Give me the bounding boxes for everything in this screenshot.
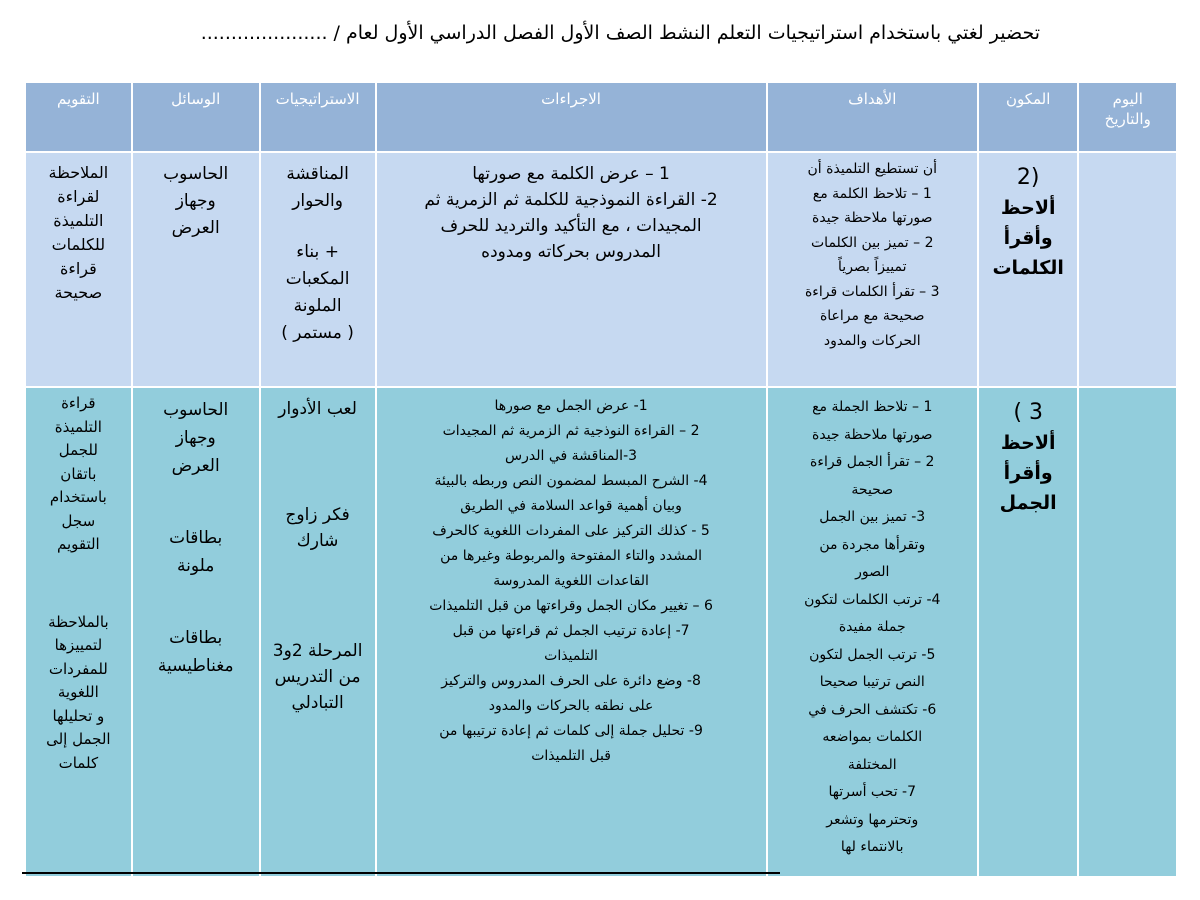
procedures-cell: 1 – عرض الكلمة مع صورتها 2- القراءة النموذجية للكلمة ثم الزمرية ثم المجيدات ، مع التأكيد والترديد للحرف المدروس بحركاته ومدوده	[376, 152, 767, 387]
strategies-cell: لعب الأدوار فكر زاوج شارك المرحلة 2و3 من التدريس التبادلي	[260, 387, 376, 877]
tools-cell: الحاسوب وجهاز العرض بطاقات ملونة بطاقات مغناطيسية	[132, 387, 260, 877]
bottom-rule	[22, 872, 780, 874]
header-evaluation: التقويم	[25, 82, 132, 152]
table-row	[25, 387, 1177, 877]
header-tools: الوسائل	[132, 82, 260, 152]
tools-cell: الحاسوب وجهاز العرض	[132, 152, 260, 387]
day-date-cell	[1078, 152, 1177, 387]
day-date-cell	[1078, 387, 1177, 877]
evaluation-cell: قراءة التلميذة للجمل باتقان باستخدام سجل التقويم بالملاحظة لتمييزها للمفردات اللغوية و تحليلها الجمل إلى كلمات	[25, 387, 132, 877]
header-objectives: الأهداف	[767, 82, 978, 152]
strategies-cell: المناقشة والحوار + بناء المكعبات الملونة ( مستمر )	[260, 152, 376, 387]
objectives-cell: أن تستطيع التلميذة أن 1 – تلاحظ الكلمة مع صورتها ملاحظة جيدة 2 – تميز بين الكلمات تمييزاً بصرياً 3 – تقرأ الكلمات قراءة صحيحة مع مراعاة الحركات والمدود	[767, 152, 978, 387]
table-row	[25, 152, 1177, 387]
header-procedures: الاجراءات	[376, 82, 767, 152]
component-cell: 3 ) ألاحظ وأقرأ الجمل	[978, 387, 1079, 877]
header-strategies: الاستراتيجيات	[260, 82, 376, 152]
objectives-cell: 1 – تلاحظ الجملة مع صورتها ملاحظة جيدة 2 – تقرأ الجمل قراءة صحيحة 3- تميز بين الجمل وتقرأها مجردة من الصور 4- ترتب الكلمات لتكون جملة مفيدة 5- ترتب الجمل لتكون النص ترتيبا صحيحا 6- تكتشف الحرف في الكلمات بمواضعه المختلفة 7- تحب أسرتها وتحترمها وتشعر بالانتماء لها	[767, 387, 978, 877]
component-cell: (2 ألاحظ وأقرأ الكلمات	[978, 152, 1079, 387]
page-title: تحضير لغتي باستخدام استراتيجيات التعلم النشط الصف الأول الفصل الدراسي الأول لعام / .....................	[200, 22, 1040, 44]
procedures-cell: 1- عرض الجمل مع صورها 2 – القراءة النوذجية ثم الزمرية ثم المجيدات 3-المناقشة في الدرس 4- الشرح المبسط لمضمون النص وربطه بالبيئة وبيان أهمية قواعد السلامة في الطريق 5 - كذلك التركيز على المفردات اللغوية كالحرف المشدد والتاء المفتوحة والمربوطة وغيرها من القاعدات اللغوية المدروسة 6 – تغيير مكان الجمل وقراءتها من قبل التلميذات 7- إعادة ترتيب الجمل ثم قراءتها من قبل التلميذات 8- وضع دائرة على الحرف المدروس والتركيز على نطقه بالحركات والمدود 9- تحليل جملة إلى كلمات ثم إعادة ترتيبها من قبل التلميذات	[376, 387, 767, 877]
lesson-plan-table	[24, 81, 1178, 878]
header-day-date: اليوم والتاريخ	[1078, 82, 1177, 152]
evaluation-cell: الملاحظة لقراءة التلميذة للكلمات قراءة صحيحة	[25, 152, 132, 387]
header-row	[25, 82, 1177, 152]
header-component: المكون	[978, 82, 1079, 152]
